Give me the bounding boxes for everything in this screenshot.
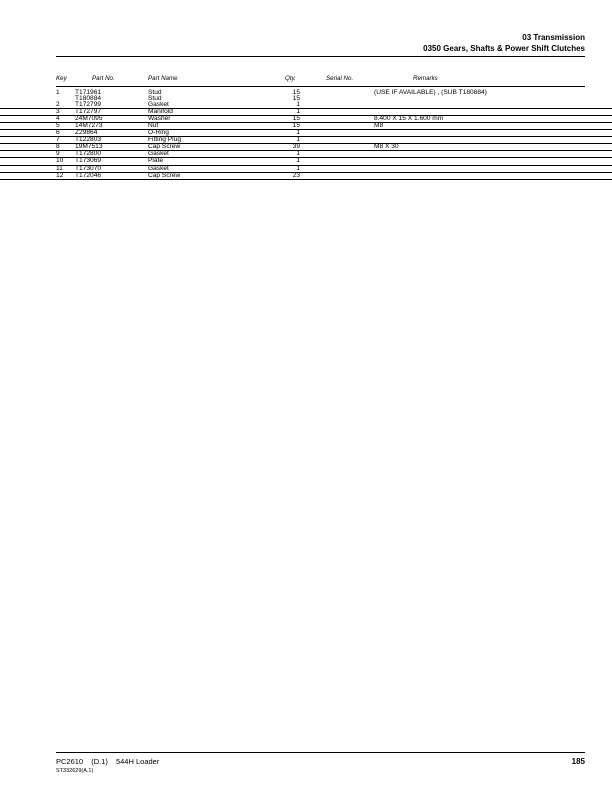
col-header-part-name: Part Name [148, 75, 178, 82]
row-qty: 1 [296, 129, 300, 137]
row-part-no: Z29864 [75, 129, 98, 137]
row-part-no: T173070 [75, 164, 102, 172]
row-part-name: Fitting Plug [148, 136, 181, 144]
row-part-name: Stud [148, 89, 162, 96]
row-qty: 39 [292, 143, 300, 151]
header-section: 03 Transmission [522, 33, 585, 42]
row-key: 10 [56, 157, 64, 165]
footer-info [56, 757, 165, 766]
row-part-no: T173069 [75, 157, 102, 165]
row-part-name: Cap Screw [148, 171, 181, 179]
row-key: 12 [56, 171, 64, 179]
row-qty: 1 [296, 101, 300, 109]
footer-code: ST332629(A.1) [56, 768, 94, 774]
row-qty: 15 [292, 89, 300, 96]
row-key: 1 [56, 89, 60, 96]
row-qty: 1 [296, 108, 300, 116]
col-header-rule [56, 86, 585, 87]
row-remarks: M8 X 30 [374, 143, 399, 151]
footer-model: 544H Loader [115, 757, 160, 766]
row-qty: 1 [296, 136, 300, 144]
row-part-no: T180884 [75, 95, 102, 103]
row-remarks: (USE IF AVAILABLE) , (SUB T180884) [374, 89, 487, 96]
footer-revision: (D.1) [91, 757, 108, 766]
row-qty: 23 [292, 171, 300, 179]
row-part-no: 24M7095 [75, 115, 103, 123]
footer-catalog: PC2610 [56, 757, 84, 766]
row-part-name: Washer [148, 115, 171, 123]
col-header-key: Key [56, 75, 67, 82]
row-remarks: 8.400 X 15 X 1.600 mm [374, 115, 444, 123]
row-remarks: M8 [374, 122, 384, 130]
row-key: 11 [56, 164, 63, 172]
row-part-name: Nut [148, 122, 159, 130]
row-part-no: T172799 [75, 101, 102, 109]
parts-table [0, 90, 612, 180]
row-key: 9 [56, 150, 60, 158]
row-part-name: Gasket [148, 150, 169, 158]
row-key: 5 [56, 122, 60, 130]
row-part-no: T172800 [75, 150, 102, 158]
row-key: 2 [56, 101, 60, 109]
row-qty: 15 [292, 95, 300, 103]
table-row [0, 173, 612, 180]
row-key: 3 [56, 108, 60, 116]
row-key: 8 [56, 143, 60, 151]
header-rule [56, 56, 585, 57]
row-part-no: T172797 [75, 108, 102, 116]
row-part-no: T172046 [75, 171, 102, 179]
row-part-name: O-Ring [148, 129, 169, 137]
row-qty: 1 [296, 157, 300, 165]
row-part-name: Manifold [148, 108, 173, 116]
page-number: 185 [571, 757, 585, 766]
col-header-qty: Qty. [285, 75, 296, 82]
row-part-name: Plate [148, 157, 164, 165]
row-part-name: Stud [148, 95, 162, 103]
header-group: 0350 Gears, Shafts & Power Shift Clutches [423, 44, 585, 53]
row-part-no: T171961 [75, 89, 102, 96]
row-key: 6 [56, 129, 60, 137]
row-qty: 15 [292, 115, 300, 123]
row-qty: 1 [296, 164, 300, 172]
row-part-no: 19M7513 [75, 143, 103, 151]
row-qty: 15 [292, 122, 300, 130]
col-header-part-no: Part No. [92, 75, 115, 82]
footer-rule [56, 752, 585, 753]
row-part-no: T122803 [75, 136, 102, 144]
row-part-name: Gasket [148, 101, 169, 109]
row-part-name: Cap Screw [148, 143, 181, 151]
row-key: 7 [56, 136, 60, 144]
col-header-serial-no: Serial No. [326, 75, 354, 82]
row-part-name: Gasket [148, 164, 169, 172]
row-part-no: 14M7273 [75, 122, 103, 130]
row-qty: 1 [296, 150, 300, 158]
row-key: 4 [56, 115, 60, 123]
col-header-remarks: Remarks [413, 75, 438, 82]
